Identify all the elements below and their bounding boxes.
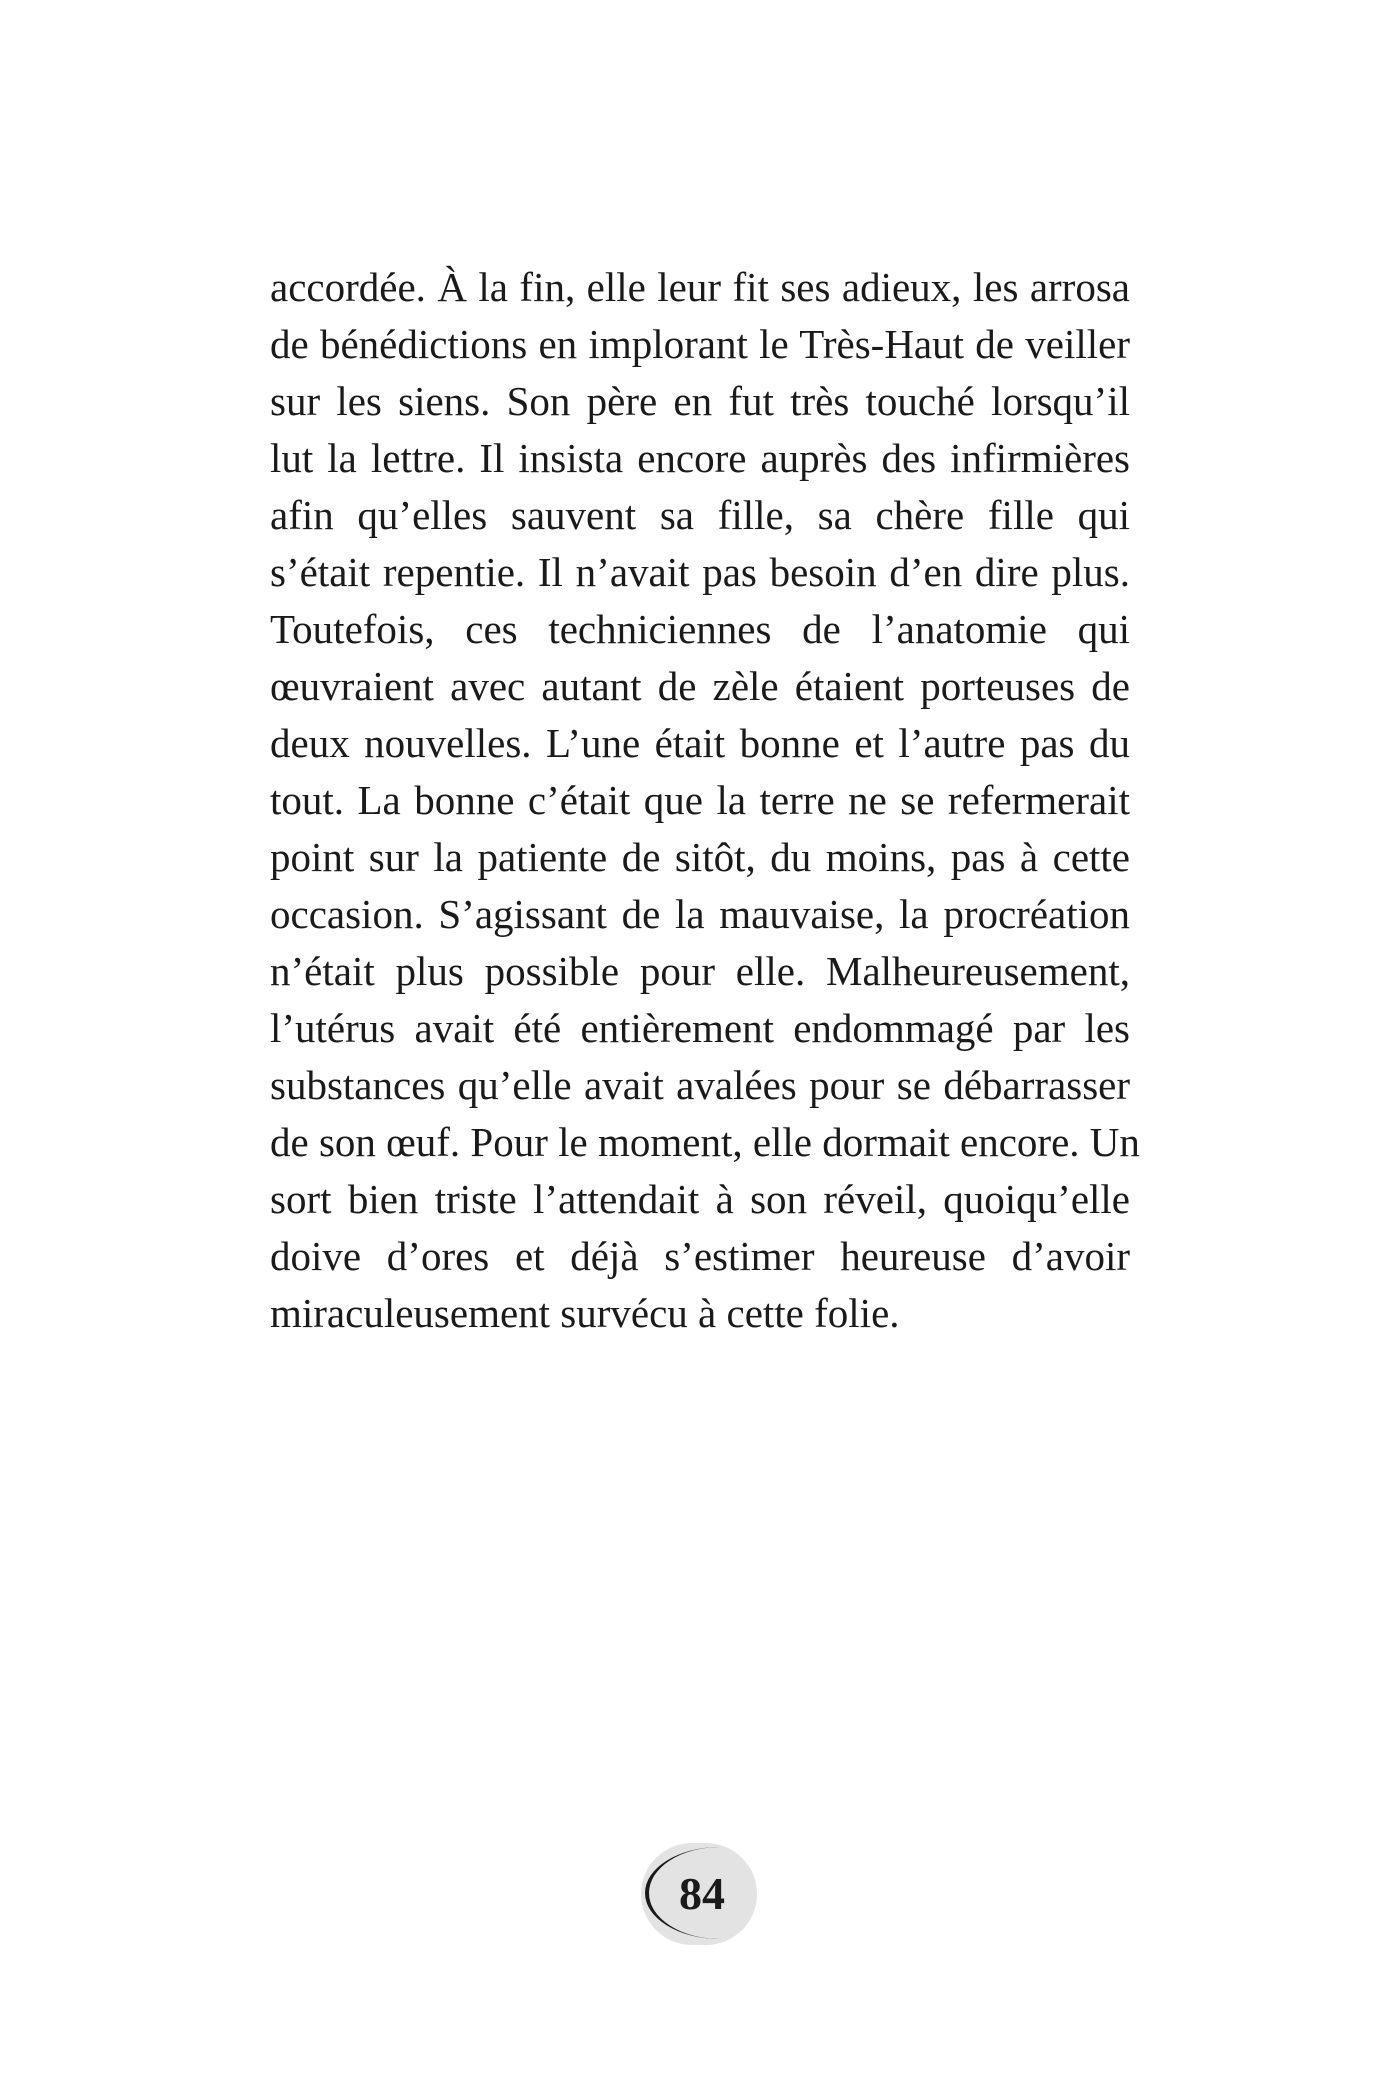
text-line: point sur la patiente de sitôt, du moins, pas à cette bbox=[270, 834, 1130, 880]
text-line: lut la lettre. Il insista encore auprès des infirmières bbox=[270, 435, 1130, 481]
text-line: de bénédictions en implorant le Très-Haut de veiller bbox=[270, 321, 1130, 367]
text-line: n’était plus possible pour elle. Malheureusement, bbox=[270, 948, 1130, 994]
text-line: Toutefois, ces techniciennes de l’anatomie qui bbox=[270, 606, 1130, 652]
text-line: accordée. À la fin, elle leur fit ses adieux, les arrosa bbox=[270, 264, 1130, 310]
text-line: substances qu’elle avait avalées pour se débarrasser bbox=[270, 1062, 1130, 1108]
text-line: sur les siens. Son père en fut très touché lorsqu’il bbox=[270, 378, 1130, 424]
text-line: l’utérus avait été entièrement endommagé par les bbox=[270, 1005, 1130, 1051]
page-number: 84 bbox=[679, 1868, 725, 1919]
text-line: afin qu’elles sauvent sa fille, sa chère fille qui bbox=[270, 492, 1130, 538]
text-line: s’était repentie. Il n’avait pas besoin d’en dire plus. bbox=[270, 549, 1130, 595]
text-line: deux nouvelles. L’une était bonne et l’autre pas du bbox=[270, 720, 1130, 766]
body-text bbox=[270, 259, 1140, 1342]
text-line: tout. La bonne c’était que la terre ne se refermerait bbox=[270, 777, 1130, 823]
text-line: de son œuf. Pour le moment, elle dormait encore. Un bbox=[270, 1119, 1140, 1165]
text-line: miraculeusement survécu à cette folie. bbox=[270, 1290, 900, 1336]
text-line: doive d’ores et déjà s’estimer heureuse d’avoir bbox=[270, 1233, 1130, 1279]
page-number-badge bbox=[641, 1843, 757, 1945]
text-line: sort bien triste l’attendait à son réveil, quoiqu’elle bbox=[270, 1176, 1130, 1222]
text-line: occasion. S’agissant de la mauvaise, la procréation bbox=[270, 891, 1130, 937]
text-line: œuvraient avec autant de zèle étaient porteuses de bbox=[270, 663, 1130, 709]
